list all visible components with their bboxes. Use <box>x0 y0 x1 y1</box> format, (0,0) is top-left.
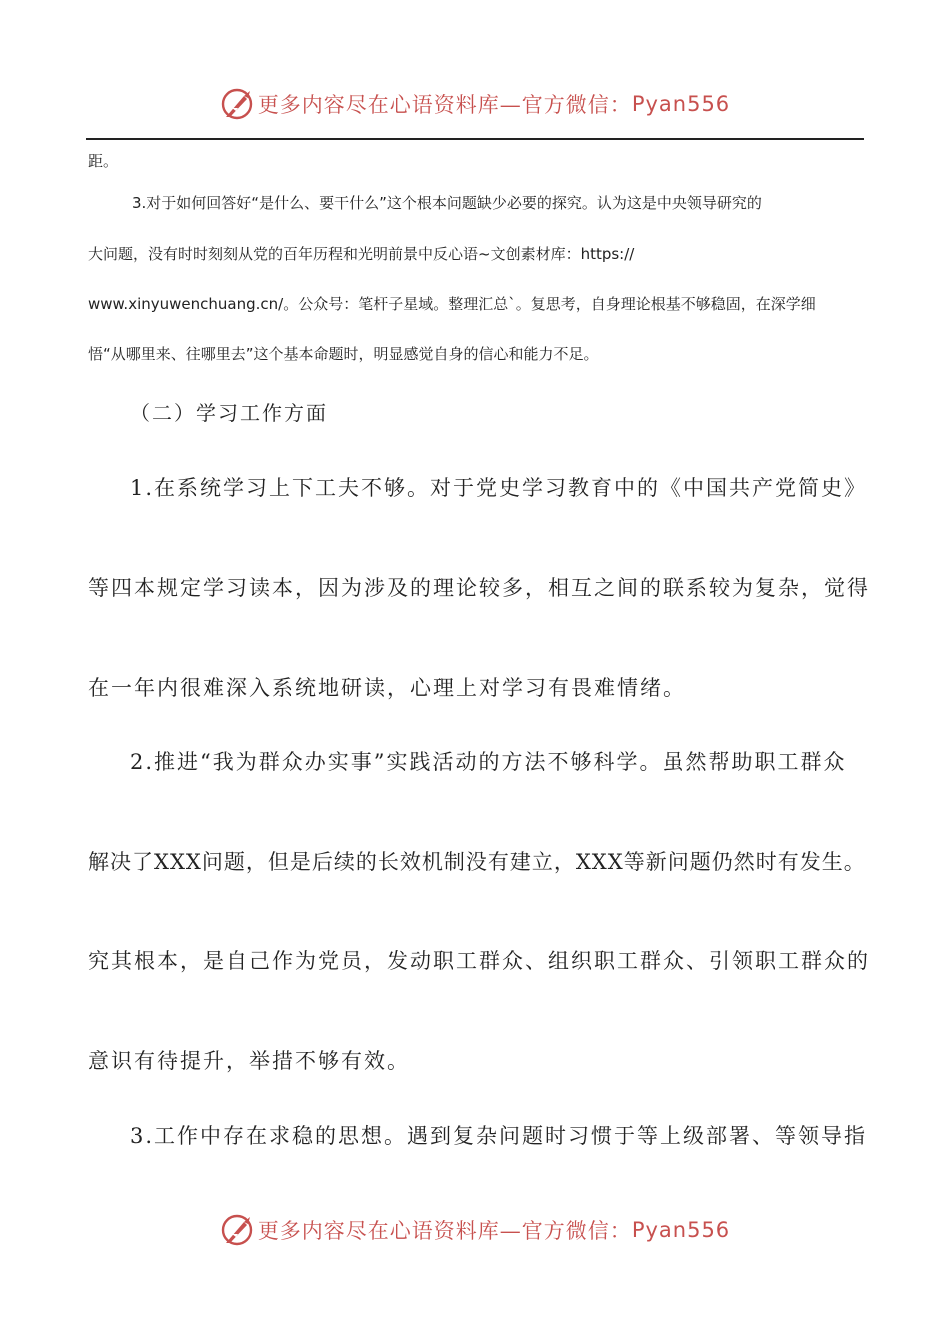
paragraph-3-line-1: 3.对于如何回答好“是什么、要干什么”这个根本问题缺少必要的探究。认为这是中央领导研究的 <box>132 194 762 212</box>
paragraph-3-line-2: 大问题，没有时时刻刻从党的百年历程和光明前景中反心语~文创素材库：https:// <box>88 245 635 263</box>
paragraph-3-line-3: www.xinyuwenchuang.cn/。公众号：笔杆子星域。整理汇总`。复思考，自身理论根基不够稳固，在深学细 <box>88 295 816 313</box>
footer-banner <box>0 1208 950 1252</box>
item-2-line-3: 究其根本，是自己作为党员，发动职工群众、组织职工群众、引领职工群众的 <box>88 949 870 973</box>
banner-text: 更多内容尽在心语资料库—官方微信： <box>257 93 632 117</box>
item-1-line-2: 等四本规定学习读本，因为涉及的理论较多，相互之间的联系较为复杂，觉得 <box>88 576 870 600</box>
quill-logo-icon <box>220 1213 254 1247</box>
prev-paragraph-tail: 距。 <box>88 152 119 170</box>
section-heading: （二）学习工作方面 <box>130 401 328 425</box>
item-1-line-1: 1.在系统学习上下工夫不够。对于党史学习教育中的《中国共产党简史》 <box>130 476 868 500</box>
header-banner <box>0 82 950 126</box>
item-3-line-1: 3.工作中存在求稳的思想。遇到复杂问题时习惯于等上级部署、等领导指 <box>130 1124 868 1148</box>
item-2-line-1: 2.推进“我为群众办实事”实践活动的方法不够科学。虽然帮助职工群众 <box>130 750 847 774</box>
item-2-line-2: 解决了XXX问题，但是后续的长效机制没有建立，XXX等新问题仍然时有发生。 <box>88 850 866 874</box>
item-2-line-4: 意识有待提升，举措不够有效。 <box>88 1049 410 1073</box>
wechat-id: Pyan556 <box>631 1218 731 1242</box>
item-1-line-3: 在一年内很难深入系统地研读，心理上对学习有畏难情绪。 <box>88 676 686 700</box>
banner-text: 更多内容尽在心语资料库—官方微信： <box>257 1219 632 1243</box>
paragraph-3-line-4: 悟“从哪里来、往哪里去”这个基本命题时，明显感觉自身的信心和能力不足。 <box>88 345 599 363</box>
header-divider <box>86 138 864 140</box>
wechat-id: Pyan556 <box>631 92 731 116</box>
quill-logo-icon <box>220 87 254 121</box>
